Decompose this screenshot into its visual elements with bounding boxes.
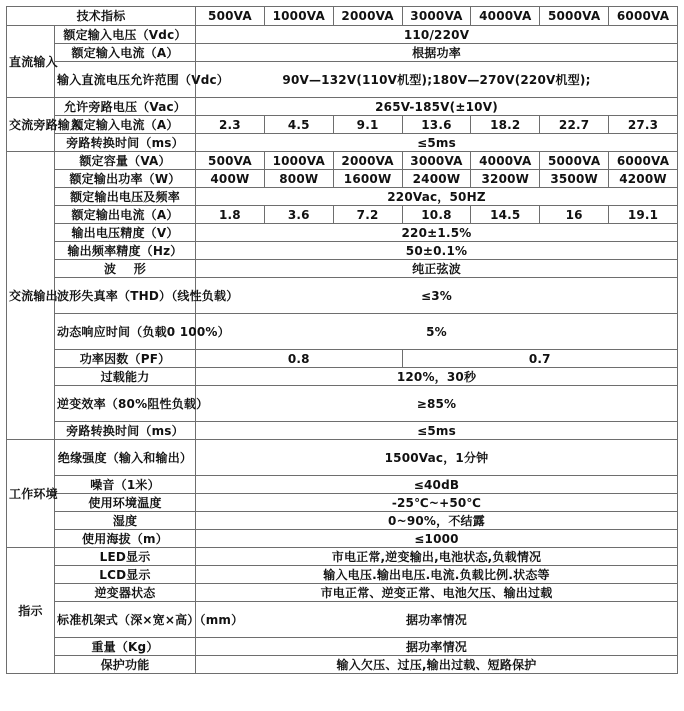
dc-current-row <box>7 44 678 62</box>
dc-voltage-value: 110/220V <box>196 26 678 44</box>
output-power-cell: 3500W <box>540 170 609 188</box>
output-power-cell: 4200W <box>609 170 678 188</box>
output-capacity-cell: 4000VA <box>471 152 540 170</box>
output-freqacc-label: 输出频率精度（Hz） <box>55 242 196 260</box>
output-capacity-label: 额定容量（VA） <box>55 152 196 170</box>
output-waveform-label: 波 形 <box>55 260 196 278</box>
output-capacity-cell: 5000VA <box>540 152 609 170</box>
bypass-current-cell: 13.6 <box>402 116 471 134</box>
ind-led-label: LED显示 <box>55 548 196 566</box>
bypass-current-cell: 2.3 <box>196 116 265 134</box>
indicators-category: 指示 <box>7 548 55 674</box>
header-cap-6: 5000VA <box>540 7 609 26</box>
env-altitude-row <box>7 530 678 548</box>
bypass-current-label: 额定输入电流（A） <box>55 116 196 134</box>
ind-protection-value: 输入欠压、过压,输出过载、短路保护 <box>196 656 678 674</box>
output-overload-label: 过载能力 <box>55 368 196 386</box>
header-cap-5: 4000VA <box>471 7 540 26</box>
env-insulation-label: 绝缘强度（输入和输出） <box>55 440 196 476</box>
output-power-label: 额定输出功率（W） <box>55 170 196 188</box>
bypass-voltage-value: 265V-185V(±10V) <box>196 98 678 116</box>
ind-rack-label: 标准机架式（深×宽×高）（mm） <box>55 602 196 638</box>
env-humidity-value: 0~90%，不结露 <box>196 512 678 530</box>
output-freqacc-value: 50±0.1% <box>196 242 678 260</box>
dc-range-row <box>7 62 678 98</box>
env-insulation-value: 1500Vac，1分钟 <box>196 440 678 476</box>
env-altitude-label: 使用海拔（m） <box>55 530 196 548</box>
header-row <box>7 7 678 26</box>
output-pf-value-b: 0.7 <box>402 350 677 368</box>
output-current-cell: 16 <box>540 206 609 224</box>
dc-input-category: 直流输入 <box>7 26 55 98</box>
dc-voltage-label: 额定输入电压（Vdc） <box>55 26 196 44</box>
header-cap-1: 500VA <box>196 7 265 26</box>
ind-rack-value: 据功率情况 <box>196 602 678 638</box>
ind-inverter-label: 逆变器状态 <box>55 584 196 602</box>
output-current-cell: 7.2 <box>333 206 402 224</box>
ind-rack-row <box>7 602 678 638</box>
bypass-current-cell: 22.7 <box>540 116 609 134</box>
env-humidity-label: 湿度 <box>55 512 196 530</box>
bypass-transfer-row <box>7 134 678 152</box>
output-thd-row <box>7 278 678 314</box>
output-capacity-cell: 2000VA <box>333 152 402 170</box>
header-cap-3: 2000VA <box>333 7 402 26</box>
output-power-cell: 400W <box>196 170 265 188</box>
bypass-current-cell: 4.5 <box>264 116 333 134</box>
output-voltfreq-value: 220Vac，50HZ <box>196 188 678 206</box>
output-voltfreq-row <box>7 188 678 206</box>
output-voltacc-row <box>7 224 678 242</box>
env-humidity-row <box>7 512 678 530</box>
bypass-current-cell: 9.1 <box>333 116 402 134</box>
dc-range-label: 输入直流电压允许范围（Vdc） <box>55 62 196 98</box>
ind-protection-row <box>7 656 678 674</box>
output-transfer-label: 旁路转换时间（ms） <box>55 422 196 440</box>
output-waveform-row <box>7 260 678 278</box>
bypass-voltage-label: 允许旁路电压（Vac） <box>55 98 196 116</box>
header-label: 技术指标 <box>7 7 196 26</box>
bypass-current-row <box>7 116 678 134</box>
output-voltacc-label: 输出电压精度（V） <box>55 224 196 242</box>
output-transfer-row <box>7 422 678 440</box>
bypass-current-cell: 18.2 <box>471 116 540 134</box>
output-thd-value: ≤3% <box>196 278 678 314</box>
bypass-transfer-value: ≤5ms <box>196 134 678 152</box>
output-current-label: 额定输出电流（A） <box>55 206 196 224</box>
bypass-voltage-row <box>7 98 678 116</box>
env-altitude-value: ≤1000 <box>196 530 678 548</box>
env-temperature-value: -25℃~+50℃ <box>196 494 678 512</box>
dc-voltage-row <box>7 26 678 44</box>
output-freqacc-row <box>7 242 678 260</box>
output-thd-label: 波形失真率（THD）（线性负载） <box>55 278 196 314</box>
output-pf-row <box>7 350 678 368</box>
dc-current-label: 额定输入电流（A） <box>55 44 196 62</box>
output-pf-label: 功率因数（PF） <box>55 350 196 368</box>
output-dynamic-row <box>7 314 678 350</box>
output-current-cell: 3.6 <box>264 206 333 224</box>
ind-lcd-label: LCD显示 <box>55 566 196 584</box>
env-noise-value: ≤40dB <box>196 476 678 494</box>
header-cap-4: 3000VA <box>402 7 471 26</box>
output-efficiency-value: ≥85% <box>196 386 678 422</box>
output-overload-row <box>7 368 678 386</box>
output-current-cell: 1.8 <box>196 206 265 224</box>
ind-weight-label: 重量（Kg） <box>55 638 196 656</box>
output-power-cell: 800W <box>264 170 333 188</box>
bypass-current-cell: 27.3 <box>609 116 678 134</box>
output-dynamic-label: 动态响应时间（负载0 100%） <box>55 314 196 350</box>
env-temperature-row <box>7 494 678 512</box>
output-current-cell: 19.1 <box>609 206 678 224</box>
output-dynamic-value: 5% <box>196 314 678 350</box>
ac-bypass-category: 交流旁路输入 <box>7 98 55 152</box>
spec-table <box>6 6 678 674</box>
bypass-transfer-label: 旁路转换时间（ms） <box>55 134 196 152</box>
dc-range-value: 90V—132V(110V机型);180V—270V(220V机型); <box>196 62 678 98</box>
output-capacity-cell: 6000VA <box>609 152 678 170</box>
ind-inverter-value: 市电正常、逆变正常、电池欠压、输出过载 <box>196 584 678 602</box>
header-cap-7: 6000VA <box>609 7 678 26</box>
ind-lcd-value: 输入电压.输出电压.电流.负载比例.状态等 <box>196 566 678 584</box>
ind-protection-label: 保护功能 <box>55 656 196 674</box>
output-pf-value-a: 0.8 <box>196 350 403 368</box>
output-capacity-cell: 500VA <box>196 152 265 170</box>
output-overload-value: 120%，30秒 <box>196 368 678 386</box>
output-voltfreq-label: 额定输出电压及频率 <box>55 188 196 206</box>
dc-current-value: 根据功率 <box>196 44 678 62</box>
output-waveform-value: 纯正弦波 <box>196 260 678 278</box>
env-noise-row <box>7 476 678 494</box>
ind-inverter-row <box>7 584 678 602</box>
output-power-cell: 3200W <box>471 170 540 188</box>
ind-weight-value: 据功率情况 <box>196 638 678 656</box>
env-temperature-label: 使用环境温度 <box>55 494 196 512</box>
output-current-cell: 10.8 <box>402 206 471 224</box>
output-capacity-row <box>7 152 678 170</box>
output-power-row <box>7 170 678 188</box>
output-power-cell: 1600W <box>333 170 402 188</box>
ac-output-category: 交流输出 <box>7 152 55 440</box>
header-cap-2: 1000VA <box>264 7 333 26</box>
output-transfer-value: ≤5ms <box>196 422 678 440</box>
env-noise-label: 噪音（1米） <box>55 476 196 494</box>
output-efficiency-label: 逆变效率（80%阻性负载） <box>55 386 196 422</box>
ind-led-row <box>7 548 678 566</box>
output-current-cell: 14.5 <box>471 206 540 224</box>
output-voltacc-value: 220±1.5% <box>196 224 678 242</box>
output-power-cell: 2400W <box>402 170 471 188</box>
output-efficiency-row <box>7 386 678 422</box>
output-current-row <box>7 206 678 224</box>
output-capacity-cell: 1000VA <box>264 152 333 170</box>
ind-led-value: 市电正常,逆变输出,电池状态,负载情况 <box>196 548 678 566</box>
environment-category: 工作环境 <box>7 440 55 548</box>
output-capacity-cell: 3000VA <box>402 152 471 170</box>
ind-weight-row <box>7 638 678 656</box>
ind-lcd-row <box>7 566 678 584</box>
env-insulation-row <box>7 440 678 476</box>
